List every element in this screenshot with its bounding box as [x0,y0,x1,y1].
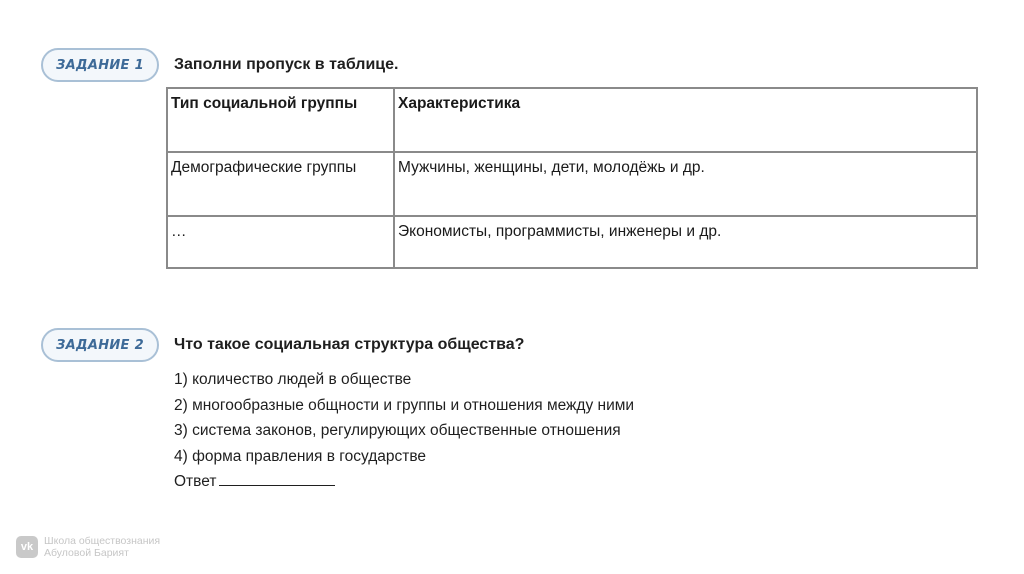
table-cell: Демографические группы [167,152,394,216]
table-cell: Экономисты, программисты, инженеры и др. [394,216,977,268]
footer-watermark [16,535,160,559]
table-row [167,152,977,216]
task-1-badge-label: ЗАДАНИЕ 1 [56,57,144,73]
social-groups-table [166,87,978,269]
answer-label: Ответ [174,473,217,490]
blank-cell[interactable]: … [167,216,394,268]
footer-text [44,535,160,559]
option-2: 2) многообразные общности и группы и отношения между ними [174,396,635,414]
task-2-badge-label: ЗАДАНИЕ 2 [56,337,144,353]
option-1: 1) количество людей в обществе [174,371,412,388]
header-characteristic: Характеристика [394,88,977,152]
answer-row [174,469,634,495]
task-2-question: Что такое социальная структура общества? [174,336,525,353]
footer-line-2: Абуловой Барият [44,547,129,559]
task-1-badge [41,48,159,82]
answer-options [174,367,634,495]
footer-line-1: Школа обществознания [44,535,161,547]
answer-blank-line[interactable] [219,471,335,486]
header-group-type: Тип социальной группы [167,88,394,152]
option-3: 3) система законов, регулирующих общественные отношения [174,422,621,439]
table-cell: Мужчины, женщины, дети, молодёжь и др. [394,152,977,216]
vk-logo-icon: vk [16,536,38,558]
table-row [167,216,977,268]
task-1-title: Заполни пропуск в таблице. [174,56,399,73]
option-4: 4) форма правления в государстве [174,447,427,465]
task-2-badge [41,328,159,362]
table-header-row [167,88,977,152]
